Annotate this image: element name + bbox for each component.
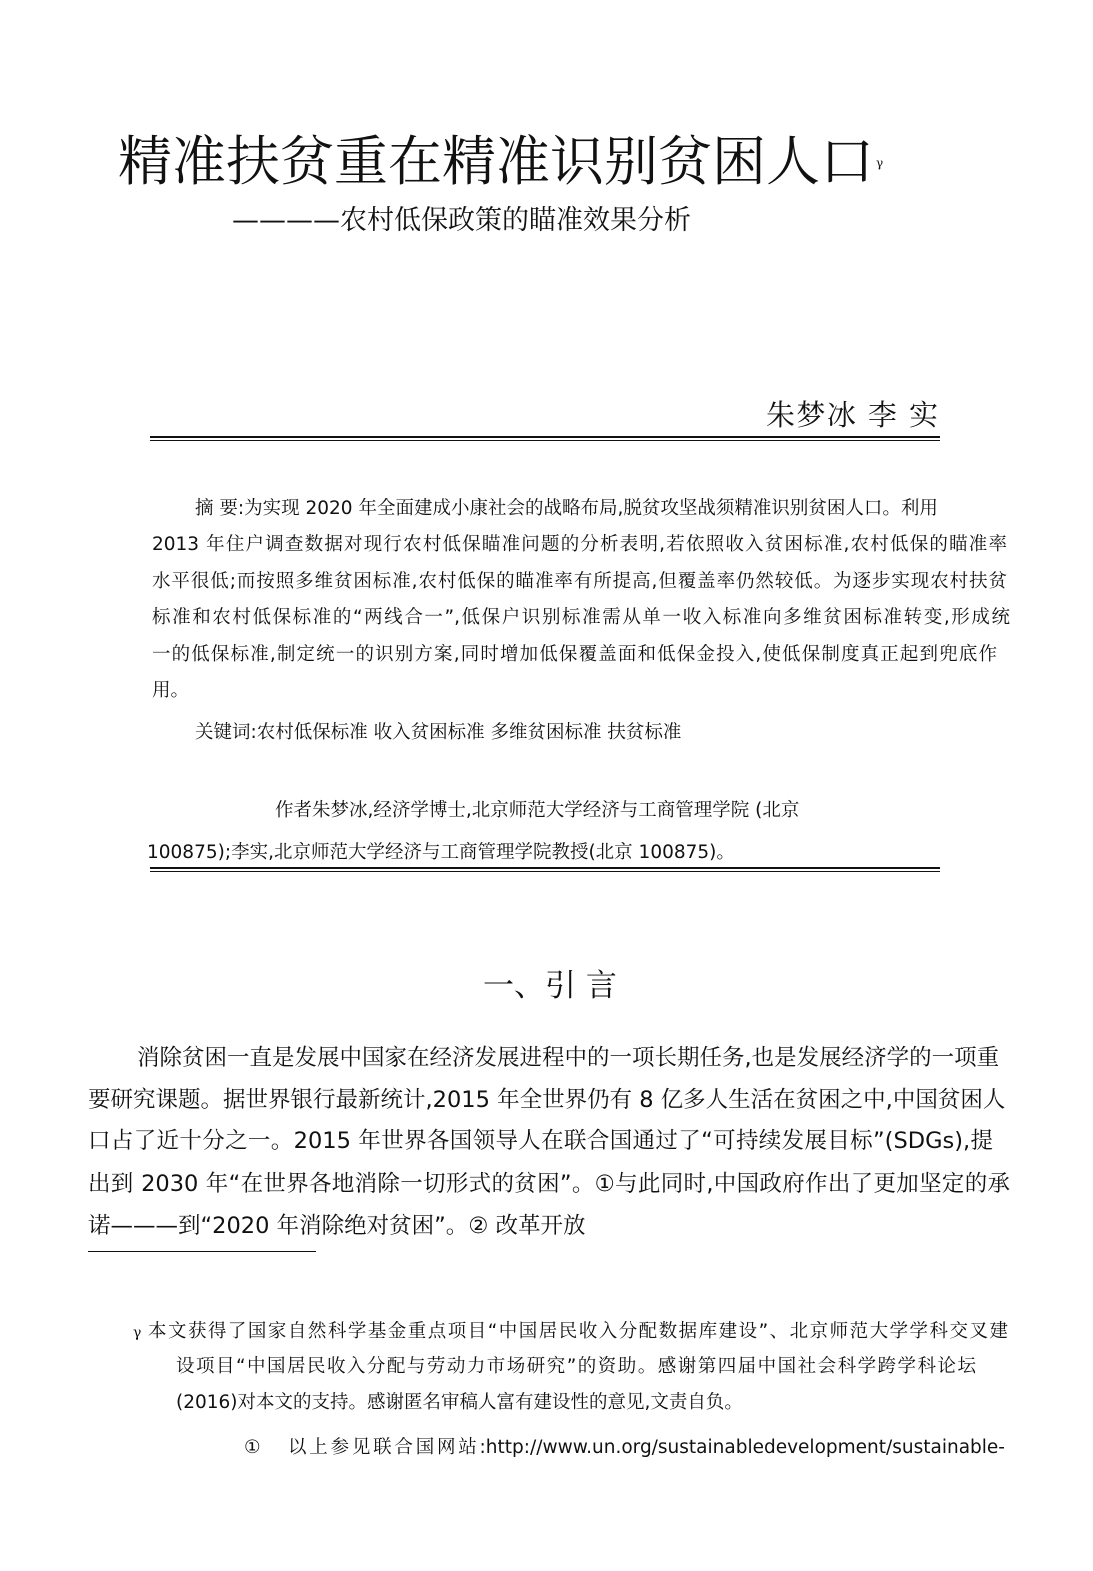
- body-line: 诺———到“2020 年消除绝对贫困”。② 改革开放: [88, 1213, 586, 1239]
- abstract-line: 水平很低;而按照多维贫困标准,农村低保的瞄准率有所提高,但覆盖率仍然较低。为逐步实现农村扶贫: [152, 571, 1007, 592]
- divider-bottom: [150, 867, 940, 872]
- title-footnote-mark[interactable]: γ: [876, 156, 884, 170]
- footnote-rule: [88, 1251, 316, 1252]
- section-heading: 一、引 言: [483, 968, 617, 1004]
- divider-top: [150, 436, 940, 441]
- authors: 朱梦冰 李 实: [766, 398, 938, 432]
- abstract-line: 2013 年住户调查数据对现行农村低保瞄准问题的分析表明,若依照收入贫困标准,农村低保的瞄准率: [152, 534, 1007, 555]
- footnote-1-text[interactable]: 以上参见联合国网站:http://www.un.org/sustainabledevelopment/sustainable-: [288, 1437, 1005, 1458]
- abstract-line: 摘 要:为实现 2020 年全面建成小康社会的战略布局,脱贫攻坚战须精准识别贫困人口。利用: [195, 498, 938, 519]
- keywords: 关键词:农村低保标准 收入贫困标准 多维贫困标准 扶贫标准: [195, 722, 682, 743]
- footnote-gamma-mark: γ: [133, 1325, 142, 1341]
- abstract-line: 一的低保标准,制定统一的识别方案,同时增加低保覆盖面和低保金投入,使低保制度真正起到兜底作: [152, 644, 997, 665]
- abstract-line: 用。: [152, 680, 190, 701]
- body-line: 消除贫困一直是发展中国家在经济发展进程中的一项长期任务,也是发展经济学的一项重: [137, 1045, 1000, 1071]
- footnote-1-mark: ①: [244, 1437, 261, 1458]
- author-info-line: 100875);李实,北京师范大学经济与工商管理学院教授(北京 100875)。: [147, 842, 735, 863]
- subtitle: ————农村低保政策的瞄准效果分析: [232, 205, 691, 236]
- footnote-line: 设项目“中国居民收入分配与劳动力市场研究”的资助。感谢第四届中国社会科学跨学科论坛: [176, 1356, 976, 1377]
- footnote-line: (2016)对本文的支持。感谢匿名审稿人富有建设性的意见,文责自负。: [176, 1392, 743, 1413]
- body-line: 出到 2030 年“在世界各地消除一切形式的贫困”。①与此同时,中国政府作出了更加坚定的承: [88, 1171, 1010, 1197]
- footnote-line: 本文获得了国家自然科学基金重点项目“中国居民收入分配数据库建设”、北京师范大学学科交叉建: [148, 1321, 1008, 1342]
- abstract-line: 标准和农村低保标准的“两线合一”,低保户识别标准需从单一收入标准向多维贫困标准转变,形成统: [152, 607, 1010, 628]
- author-info-line: 作者朱梦冰,经济学博士,北京师范大学经济与工商管理学院 (北京: [275, 800, 800, 821]
- page-title: 精准扶贫重在精准识别贫困人口: [118, 130, 874, 193]
- body-line: 要研究课题。据世界银行最新统计,2015 年全世界仍有 8 亿多人生活在贫困之中,中国贫困人: [88, 1087, 1006, 1113]
- body-line: 口占了近十分之一。2015 年世界各国领导人在联合国通过了“可持续发展目标”(SDGs),提: [88, 1128, 993, 1154]
